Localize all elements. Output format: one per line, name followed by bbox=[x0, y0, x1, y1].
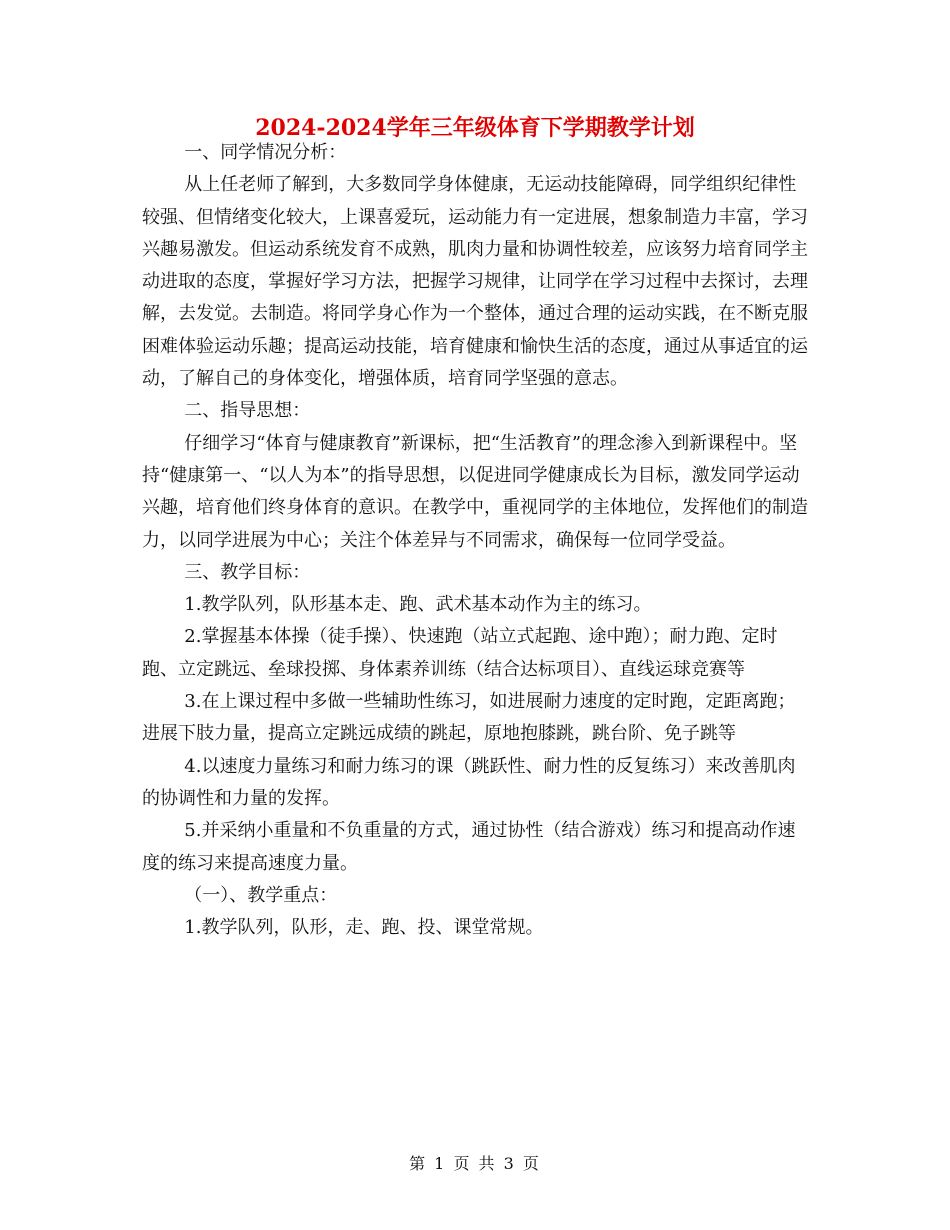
focus-item-1: 1.教学队列，队形，走、跑、投、课堂常规。 bbox=[184, 917, 544, 939]
section-heading-teaching-focus: （一）、教学重点： bbox=[184, 884, 338, 906]
goal-item-5: 5.并采纳小重量和不负重量的方式，通过协性（结合游戏）练习和提高动作速度的练习来提高速度力量。 bbox=[142, 820, 796, 874]
page-number-footer: 第 1 页 共 3 页 bbox=[409, 1154, 541, 1173]
document-title: 2024-2024学年三年级体育下学期教学计划 bbox=[255, 115, 695, 141]
section-heading-guiding-ideology: 二、指导思想： bbox=[184, 400, 311, 422]
section-heading-teaching-goals: 三、教学目标： bbox=[184, 561, 311, 583]
goal-item-3: 3.在上课过程中多做一些辅助性练习，如进展耐力速度的定时跑，定距离跑；进展下肢力量，提高立定跳远成绩的跳起，原地抱膝跳，跳台阶、免子跳等 bbox=[142, 691, 796, 745]
goal-item-2: 2.掌握基本体操（徒手操）、快速跑（站立式起跑、途中跑）；耐力跑、定时跑、立定跳远、垒球投掷、身体素养训练（结合达标项目）、直线运球竞赛等 bbox=[142, 626, 778, 680]
paragraph-student-analysis: 从上任老师了解到，大多数同学身体健康，无运动技能障碍，同学组织纪律性较强、但情绪变化较大，上课喜爱玩，运动能力有一定进展，想象制造力丰富，学习兴趣易激发。但运动系统发育不成熟，肌肉力量和协调性较差，应该努力培育同学主动进取的态度，掌握好学习方法，把握学习规律，让同学在学习过程中去探讨，去理解，去发觉。去制造。将同学身心作为一个整体，通过合理的运动实践，在不断克服困难体验运动乐趣；提高运动技能，培育健康和愉快生活的态度，通过从事适宜的运动，了解自己的身体变化，增强体质，培育同学坚强的意志。 bbox=[142, 174, 808, 390]
section-heading-student-analysis: 一、同学情况分析： bbox=[184, 142, 347, 163]
goal-item-4: 4.以速度力量练习和耐力练习的课（跳跃性、耐力性的反复练习）来改善肌肉的协调性和力量的发挥。 bbox=[142, 755, 796, 809]
goal-item-1: 1.教学队列，队形基本走、跑、武术基本动作为主的练习。 bbox=[184, 594, 652, 616]
document-body bbox=[142, 137, 810, 944]
paragraph-guiding-ideology: 仔细学习“体育与健康教育”新课标，把“生活教育”的理念渗入到新课程中。坚持“健康第一、“以人为本”的指导思想，以促进同学健康成长为目标，激发同学运动兴趣，培育他们终身体育的意识。在教学中，重视同学的主体地位，发挥他们的制造力，以同学进展为中心；关注个体差异与不同需求，确保每一位同学受益。 bbox=[142, 432, 808, 551]
